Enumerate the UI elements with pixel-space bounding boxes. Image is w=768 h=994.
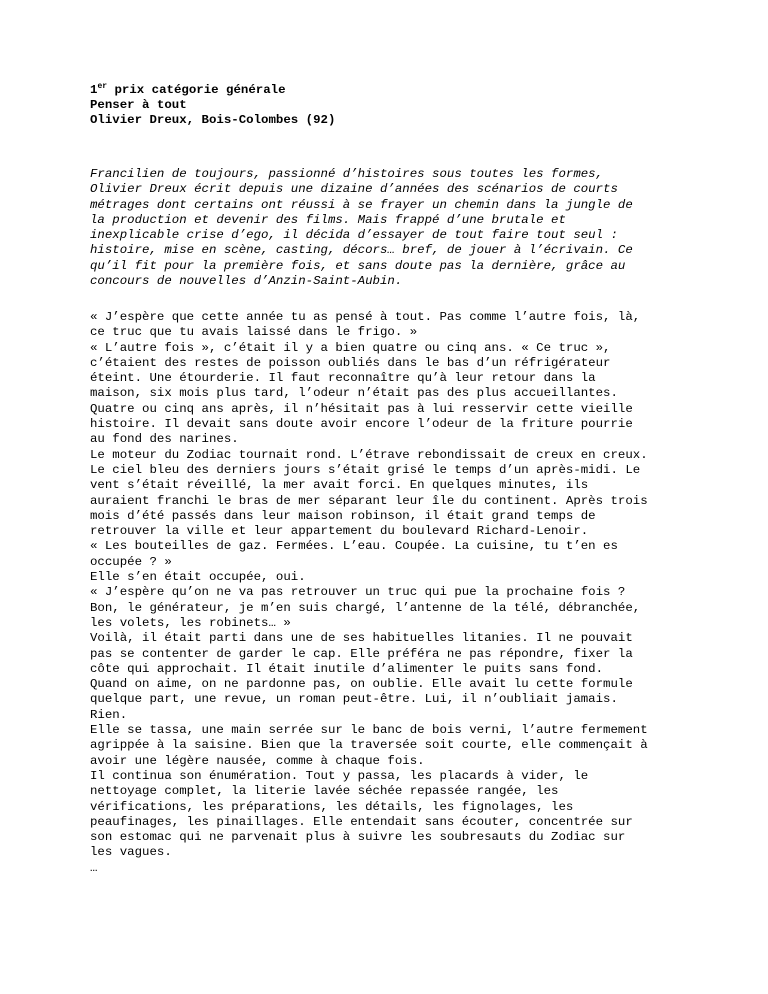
story-line: « Les bouteilles de gaz. Fermées. L’eau. Coupée. La cuisine, tu t’en es	[90, 539, 618, 554]
document-header	[90, 83, 335, 128]
story-line: au fond des narines.	[90, 432, 239, 447]
story-line: les volets, les robinets… »	[90, 615, 291, 630]
story-line: « J’espère que cette année tu as pensé à tout. Pas comme l’autre fois, là,	[90, 310, 641, 324]
story-line: quelque part, une revue, un roman peut-être. Lui, il n’oubliait jamais.	[90, 692, 618, 707]
story-line: nettoyage complet, la literie lavée séchée repassée rangée, les	[90, 784, 559, 799]
story-line: pas se contenter de garder le cap. Elle préféra ne pas répondre, fixer la	[90, 646, 633, 661]
story-line: éteint. Une étourderie. Il faut reconnaître qu’à leur retour dans la	[90, 371, 596, 386]
story-line: côte qui approchait. Il était inutile d’alimenter le puits sans fond.	[90, 661, 604, 676]
story-line: « L’autre fois », c’était il y a bien quatre ou cinq ans. « Ce truc »,	[90, 340, 611, 355]
bio-line: qu’il fit pour la première fois, et sans doute pas la dernière, grâce au	[90, 258, 626, 273]
story-line: …	[90, 860, 98, 875]
prize-line	[90, 83, 335, 98]
story-line: c’étaient des restes de poisson oubliés dans le bas d’un réfrigérateur	[90, 355, 611, 370]
bio-line: métrages dont certains ont réussi à se frayer un chemin dans la jungle de	[90, 197, 633, 212]
story-line: son estomac qui ne parvenait plus à suivre les soubresauts du Zodiac sur	[90, 830, 626, 845]
bio-line: concours de nouvelles d’Anzin-Saint-Aubin.	[90, 274, 403, 289]
story-line: maison, six mois plus tard, l’odeur n’était pas des plus accueillantes.	[90, 386, 618, 401]
story-line: agrippée à la saisine. Bien que la traversée soit courte, elle commençait à	[90, 738, 648, 753]
story-line: « J’espère qu’on ne va pas retrouver un truc qui pue la prochaine fois ?	[90, 585, 626, 600]
story-line: avoir une légère nausée, comme à chaque fois.	[90, 753, 425, 768]
story-title: Penser à tout	[90, 98, 187, 112]
bio-line: Francilien de toujours, passionné d’histoires sous toutes les formes,	[90, 167, 604, 181]
story-line: les vagues.	[90, 845, 172, 860]
story-line: retrouver la ville et leur appartement du boulevard Richard-Lenoir.	[90, 524, 589, 539]
story-line: Quand on aime, on ne pardonne pas, on oublie. Elle avait lu cette formule	[90, 677, 633, 692]
story-line: Elle s’en était occupée, oui.	[90, 570, 306, 585]
story-line: Le ciel bleu des derniers jours s’était grisé le temps d’un après-midi. Le	[90, 462, 641, 477]
author-line: Olivier Dreux, Bois-Colombes (92)	[90, 113, 336, 127]
story-line: Quatre ou cinq ans après, il n’hésitait pas à lui resservir cette vieille	[90, 401, 633, 416]
story-line: Il continua son énumération. Tout y passa, les placards à vider, le	[90, 768, 589, 783]
author-bio	[90, 167, 633, 289]
story-line: Voilà, il était parti dans une de ses habituelles litanies. Il ne pouvait	[90, 631, 633, 646]
bio-line: Olivier Dreux écrit depuis une dizaine d’années des scénarios de courts	[90, 182, 618, 197]
story-line: Bon, le générateur, je m’en suis chargé, l’antenne de la télé, débranchée,	[90, 600, 641, 615]
story-line: vérifications, les préparations, les détails, les fignolages, les	[90, 799, 574, 814]
story-line: Elle se tassa, une main serrée sur le banc de bois verni, l’autre fermement	[90, 723, 648, 738]
story-line: mois d’été passés dans leur maison robinson, il était grand temps de	[90, 508, 596, 523]
story-line: occupée ? »	[90, 554, 172, 569]
story-line: histoire. Il devait sans doute avoir encore l’odeur de la friture pourrie	[90, 417, 633, 432]
story-line: vent s’était réveillé, la mer avait forci. En quelques minutes, ils	[90, 478, 589, 493]
story-line: auraient franchi le bras de mer séparant leur île du continent. Après trois	[90, 493, 648, 508]
story-line: Rien.	[90, 707, 128, 722]
prize-suffix: er	[97, 82, 108, 91]
bio-line: histoire, mise en scène, casting, décors… bref, de jouer à l’écrivain. Ce	[90, 243, 633, 258]
bio-line: la production et devenir des films. Mais frappé d’une brutale et	[90, 212, 566, 227]
bio-line: inexplicable crise d’ego, il décida d’essayer de tout faire tout seul :	[90, 228, 618, 243]
story-line: peaufinages, les pinaillages. Elle entendait sans écouter, concentrée sur	[90, 814, 633, 829]
story-line: Le moteur du Zodiac tournait rond. L’étrave rebondissait de creux en creux.	[90, 447, 648, 462]
story-line: ce truc que tu avais laissé dans le frigo. »	[90, 325, 418, 340]
prize-category: prix catégorie générale	[107, 83, 286, 97]
prize-number: 1	[90, 83, 98, 97]
story-body	[90, 310, 648, 876]
